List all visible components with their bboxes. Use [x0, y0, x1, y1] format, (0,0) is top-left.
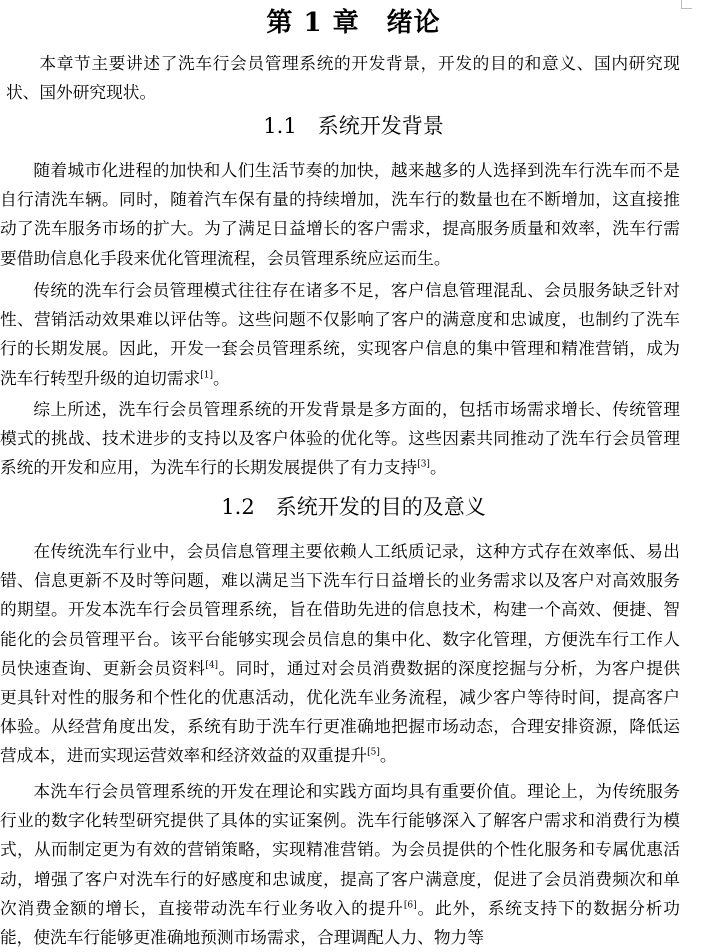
- citation-ref-1: [1]: [200, 370, 213, 381]
- paragraph-text: 在传统洗车行业中，会员信息管理主要依赖人工纸质记录，这种方式存在效率低、易出错、信息更新不及时等问题，难以满足当下洗车行日益增长的业务需求以及客户对高效服务的期望。开发本洗车行会员管理系统，旨在借助先进的信息技术，构建一个高效、便捷、智能化的会员管理平台。该平台能够实现会员信息的集中化、数字化管理，方便洗车行工作人员快速查询、更新会员资料: [0, 541, 680, 678]
- section-1-1-paragraph-3: [0, 395, 680, 483]
- paragraph-text: 综上所述，洗车行会员管理系统的开发背景是多方面的，包括市场需求增长、传统管理模式的挑战、技术进步的支持以及客户体验的优化等。这些因素共同推动了洗车行会员管理系统的开发和应用，为洗车行的长期发展提供了有力支持: [0, 399, 680, 478]
- chapter-intro-paragraph: 本章节主要讲述了洗车行会员管理系统的开发背景，开发的目的和意义、国内研究现状、国外研究现状。: [6, 53, 680, 103]
- citation-ref-5: [5]: [367, 747, 380, 758]
- section-1-2-title: 1.2 系统开发的目的及意义: [221, 495, 486, 519]
- paragraph-text: 本洗车行会员管理系统的开发在理论和实践方面均具有重要价值。理论上，为传统服务行业的数字化转型研究提供了具体的实证案例。洗车行能够深入了解客户需求和消费行为模式，从而制定更为有效的营销策略，实现精准营销。为会员提供的个性化服务和专属优惠活动，增强了客户对洗车行的好感度和忠诚度，提高了客户满意度，促进了会员消费频次和单次消费金额的增长，直接带动洗车行业务收入的提升: [0, 781, 680, 918]
- section-1-2-paragraph-1: [0, 537, 680, 771]
- paragraph-text-end: 。: [379, 745, 397, 766]
- section-1-2-paragraph-2: [0, 777, 680, 952]
- paragraph-text: 传统的洗车行会员管理模式往往存在诸多不足，客户信息管理混乱、会员服务缺乏针对性、营销活动效果难以评估等。这些问题不仅影响了客户的满意度和忠诚度，也制约了洗车行的长期发展。因此，开发一套会员管理系统，实现客户信息的集中管理和精准营销，成为洗车行转型升级的迫切需求: [0, 280, 680, 388]
- chapter-title: 第 1 章 绪论: [266, 8, 441, 38]
- section-1-1-title: 1.1 系统开发背景: [263, 114, 444, 138]
- citation-ref-3: [3]: [417, 459, 430, 470]
- citation-ref-4: [4]: [205, 660, 219, 671]
- paragraph-text-end: 。: [213, 367, 230, 388]
- section-1-1-paragraph-1: 随着城市化进程的加快和人们生活节奏的加快，越来越多的人选择到洗车行洗车而不是自行清洗车辆。同时，随着汽车保有量的持续增加，洗车行的数量也在不断增加，这直接推动了洗车服务市场的扩大。为了满足日益增长的客户需求，提高服务质量和效率，洗车行需要借助信息化手段来优化管理流程，会员管理系统应运而生。: [0, 160, 680, 268]
- section-1-1-paragraph-2: [0, 276, 680, 393]
- citation-ref-6: [6]: [403, 900, 417, 911]
- paragraph-text-end: 。: [429, 457, 447, 478]
- paragraph-text-continued: 。同时，通过对会员消费数据的深度挖掘与分析，为客户提供更具针对性的服务和个性化的优惠活动，优化洗车业务流程，减少客户等待时间，提高客户体验。从经营角度出发，系统有助于洗车行更准确地把握市场动态，合理安排资源，降低运营成本，进而实现运营效率和经济效益的双重提升: [0, 657, 681, 766]
- paragraph-text-continued: 。此外，系统支持下的数据分析功能，使洗车行能够更准确地预测市场需求，合理调配人力、物力等: [0, 897, 680, 948]
